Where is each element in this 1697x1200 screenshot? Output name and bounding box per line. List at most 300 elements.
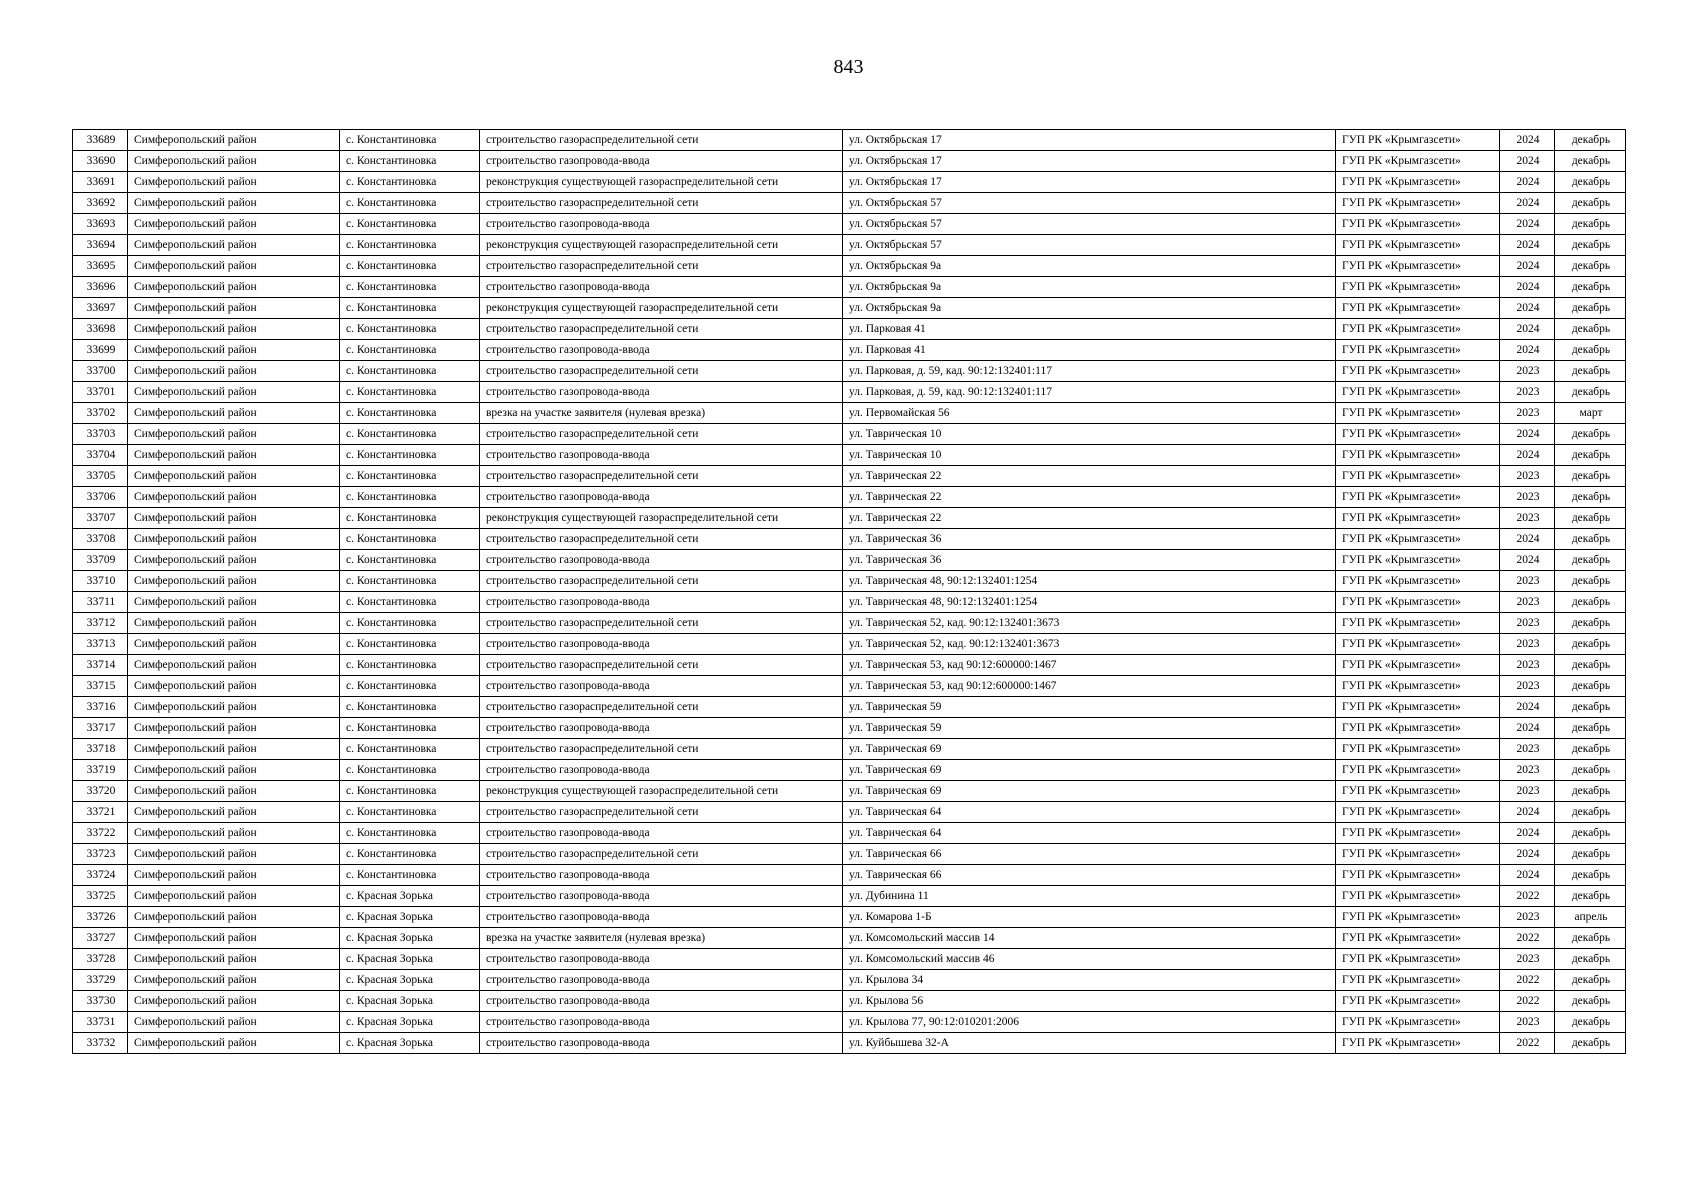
year-cell: 2024 — [1500, 445, 1555, 466]
address-cell: ул. Таврическая 59 — [843, 697, 1336, 718]
year-cell: 2024 — [1500, 802, 1555, 823]
work-type-cell: врезка на участке заявителя (нулевая врезка) — [480, 928, 843, 949]
settlement-cell: с. Константиновка — [340, 193, 480, 214]
district-cell: Симферопольский район — [128, 529, 340, 550]
year-cell: 2024 — [1500, 550, 1555, 571]
work-type-cell: строительство газопровода-ввода — [480, 907, 843, 928]
organization-cell: ГУП РК «Крымгазсети» — [1336, 193, 1500, 214]
year-cell: 2024 — [1500, 718, 1555, 739]
district-cell: Симферопольский район — [128, 1012, 340, 1033]
record-number-cell: 33703 — [73, 424, 128, 445]
month-cell: декабрь — [1555, 970, 1626, 991]
address-cell: ул. Таврическая 36 — [843, 550, 1336, 571]
address-cell: ул. Таврическая 64 — [843, 823, 1336, 844]
settlement-cell: с. Красная Зорька — [340, 970, 480, 991]
record-number-cell: 33724 — [73, 865, 128, 886]
address-cell: ул. Таврическая 22 — [843, 466, 1336, 487]
address-cell: ул. Таврическая 48, 90:12:132401:1254 — [843, 571, 1336, 592]
work-type-cell: реконструкция существующей газораспределительной сети — [480, 508, 843, 529]
month-cell: декабрь — [1555, 466, 1626, 487]
settlement-cell: с. Константиновка — [340, 823, 480, 844]
work-type-cell: строительство газопровода-ввода — [480, 760, 843, 781]
district-cell: Симферопольский район — [128, 361, 340, 382]
organization-cell: ГУП РК «Крымгазсети» — [1336, 823, 1500, 844]
district-cell: Симферопольский район — [128, 382, 340, 403]
address-cell: ул. Октябрьская 57 — [843, 235, 1336, 256]
month-cell: декабрь — [1555, 151, 1626, 172]
district-cell: Симферопольский район — [128, 214, 340, 235]
record-number-cell: 33697 — [73, 298, 128, 319]
record-number-cell: 33726 — [73, 907, 128, 928]
organization-cell: ГУП РК «Крымгазсети» — [1336, 382, 1500, 403]
table-row — [73, 928, 1626, 949]
work-type-cell: строительство газораспределительной сети — [480, 130, 843, 151]
month-cell: апрель — [1555, 907, 1626, 928]
organization-cell: ГУП РК «Крымгазсети» — [1336, 571, 1500, 592]
record-number-cell: 33714 — [73, 655, 128, 676]
work-type-cell: строительство газопровода-ввода — [480, 886, 843, 907]
district-cell: Симферопольский район — [128, 340, 340, 361]
work-type-cell: строительство газопровода-ввода — [480, 445, 843, 466]
organization-cell: ГУП РК «Крымгазсети» — [1336, 844, 1500, 865]
district-cell: Симферопольский район — [128, 949, 340, 970]
record-number-cell: 33722 — [73, 823, 128, 844]
address-cell: ул. Куйбышева 32-А — [843, 1033, 1336, 1054]
settlement-cell: с. Константиновка — [340, 592, 480, 613]
work-type-cell: строительство газораспределительной сети — [480, 739, 843, 760]
settlement-cell: с. Константиновка — [340, 571, 480, 592]
organization-cell: ГУП РК «Крымгазсети» — [1336, 907, 1500, 928]
record-number-cell: 33731 — [73, 1012, 128, 1033]
address-cell: ул. Таврическая 69 — [843, 781, 1336, 802]
month-cell: март — [1555, 403, 1626, 424]
organization-cell: ГУП РК «Крымгазсети» — [1336, 613, 1500, 634]
year-cell: 2023 — [1500, 1012, 1555, 1033]
district-cell: Симферопольский район — [128, 676, 340, 697]
work-type-cell: строительство газораспределительной сети — [480, 319, 843, 340]
record-number-cell: 33711 — [73, 592, 128, 613]
table-row — [73, 697, 1626, 718]
settlement-cell: с. Константиновка — [340, 214, 480, 235]
district-cell: Симферопольский район — [128, 277, 340, 298]
organization-cell: ГУП РК «Крымгазсети» — [1336, 172, 1500, 193]
settlement-cell: с. Константиновка — [340, 739, 480, 760]
record-number-cell: 33728 — [73, 949, 128, 970]
work-type-cell: реконструкция существующей газораспределительной сети — [480, 298, 843, 319]
month-cell: декабрь — [1555, 676, 1626, 697]
record-number-cell: 33708 — [73, 529, 128, 550]
settlement-cell: с. Красная Зорька — [340, 907, 480, 928]
work-type-cell: строительство газопровода-ввода — [480, 970, 843, 991]
address-cell: ул. Парковая 41 — [843, 340, 1336, 361]
organization-cell: ГУП РК «Крымгазсети» — [1336, 592, 1500, 613]
table-row — [73, 550, 1626, 571]
month-cell: декабрь — [1555, 802, 1626, 823]
settlement-cell: с. Константиновка — [340, 487, 480, 508]
work-type-cell: строительство газопровода-ввода — [480, 214, 843, 235]
settlement-cell: с. Константиновка — [340, 130, 480, 151]
address-cell: ул. Таврическая 66 — [843, 844, 1336, 865]
address-cell: ул. Комарова 1-Б — [843, 907, 1336, 928]
month-cell: декабрь — [1555, 529, 1626, 550]
settlement-cell: с. Константиновка — [340, 550, 480, 571]
district-cell: Симферопольский район — [128, 634, 340, 655]
address-cell: ул. Октябрьская 17 — [843, 151, 1336, 172]
work-type-cell: строительство газопровода-ввода — [480, 340, 843, 361]
settlement-cell: с. Константиновка — [340, 466, 480, 487]
year-cell: 2024 — [1500, 151, 1555, 172]
work-type-cell: строительство газопровода-ввода — [480, 1012, 843, 1033]
organization-cell: ГУП РК «Крымгазсети» — [1336, 298, 1500, 319]
district-cell: Симферопольский район — [128, 823, 340, 844]
record-number-cell: 33712 — [73, 613, 128, 634]
settlement-cell: с. Красная Зорька — [340, 928, 480, 949]
address-cell: ул. Крылова 77, 90:12:010201:2006 — [843, 1012, 1336, 1033]
settlement-cell: с. Красная Зорька — [340, 949, 480, 970]
settlement-cell: с. Константиновка — [340, 445, 480, 466]
work-type-cell: строительство газораспределительной сети — [480, 844, 843, 865]
year-cell: 2023 — [1500, 739, 1555, 760]
address-cell: ул. Октябрьская 9а — [843, 256, 1336, 277]
address-cell: ул. Крылова 56 — [843, 991, 1336, 1012]
record-number-cell: 33695 — [73, 256, 128, 277]
district-cell: Симферопольский район — [128, 256, 340, 277]
month-cell: декабрь — [1555, 445, 1626, 466]
settlement-cell: с. Константиновка — [340, 235, 480, 256]
record-number-cell: 33690 — [73, 151, 128, 172]
page-number: 843 — [833, 56, 864, 78]
table-row — [73, 424, 1626, 445]
district-cell: Симферопольский район — [128, 172, 340, 193]
organization-cell: ГУП РК «Крымгазсети» — [1336, 1012, 1500, 1033]
address-cell: ул. Таврическая 69 — [843, 760, 1336, 781]
year-cell: 2023 — [1500, 949, 1555, 970]
address-cell: ул. Таврическая 64 — [843, 802, 1336, 823]
district-cell: Симферопольский район — [128, 298, 340, 319]
organization-cell: ГУП РК «Крымгазсети» — [1336, 865, 1500, 886]
table-row — [73, 445, 1626, 466]
month-cell: декабрь — [1555, 298, 1626, 319]
address-cell: ул. Октябрьская 57 — [843, 193, 1336, 214]
organization-cell: ГУП РК «Крымгазсети» — [1336, 550, 1500, 571]
settlement-cell: с. Константиновка — [340, 298, 480, 319]
year-cell: 2023 — [1500, 487, 1555, 508]
month-cell: декабрь — [1555, 382, 1626, 403]
settlement-cell: с. Константиновка — [340, 844, 480, 865]
year-cell: 2022 — [1500, 928, 1555, 949]
month-cell: декабрь — [1555, 739, 1626, 760]
month-cell: декабрь — [1555, 235, 1626, 256]
year-cell: 2024 — [1500, 529, 1555, 550]
district-cell: Симферопольский район — [128, 613, 340, 634]
year-cell: 2023 — [1500, 907, 1555, 928]
table-row — [73, 361, 1626, 382]
year-cell: 2022 — [1500, 991, 1555, 1012]
district-cell: Симферопольский район — [128, 697, 340, 718]
settlement-cell: с. Константиновка — [340, 424, 480, 445]
month-cell: декабрь — [1555, 550, 1626, 571]
record-number-cell: 33721 — [73, 802, 128, 823]
table-row — [73, 130, 1626, 151]
year-cell: 2024 — [1500, 172, 1555, 193]
address-cell: ул. Комсомольский массив 14 — [843, 928, 1336, 949]
address-cell: ул. Парковая, д. 59, кад. 90:12:132401:117 — [843, 382, 1336, 403]
district-cell: Симферопольский район — [128, 571, 340, 592]
settlement-cell: с. Красная Зорька — [340, 991, 480, 1012]
work-type-cell: строительство газораспределительной сети — [480, 424, 843, 445]
year-cell: 2022 — [1500, 886, 1555, 907]
year-cell: 2024 — [1500, 697, 1555, 718]
work-type-cell: строительство газопровода-ввода — [480, 823, 843, 844]
year-cell: 2023 — [1500, 361, 1555, 382]
table-row — [73, 214, 1626, 235]
organization-cell: ГУП РК «Крымгазсети» — [1336, 970, 1500, 991]
year-cell: 2024 — [1500, 340, 1555, 361]
organization-cell: ГУП РК «Крымгазсети» — [1336, 214, 1500, 235]
record-number-cell: 33718 — [73, 739, 128, 760]
organization-cell: ГУП РК «Крымгазсети» — [1336, 634, 1500, 655]
record-number-cell: 33700 — [73, 361, 128, 382]
record-number-cell: 33692 — [73, 193, 128, 214]
district-cell: Симферопольский район — [128, 487, 340, 508]
address-cell: ул. Таврическая 10 — [843, 424, 1336, 445]
registry-body — [73, 130, 1626, 1054]
work-type-cell: строительство газопровода-ввода — [480, 949, 843, 970]
organization-cell: ГУП РК «Крымгазсети» — [1336, 403, 1500, 424]
address-cell: ул. Крылова 34 — [843, 970, 1336, 991]
table-row — [73, 802, 1626, 823]
table-row — [73, 382, 1626, 403]
address-cell: ул. Таврическая 36 — [843, 529, 1336, 550]
organization-cell: ГУП РК «Крымгазсети» — [1336, 949, 1500, 970]
district-cell: Симферопольский район — [128, 445, 340, 466]
district-cell: Симферопольский район — [128, 886, 340, 907]
record-number-cell: 33732 — [73, 1033, 128, 1054]
year-cell: 2024 — [1500, 298, 1555, 319]
month-cell: декабрь — [1555, 130, 1626, 151]
district-cell: Симферопольский район — [128, 802, 340, 823]
settlement-cell: с. Константиновка — [340, 529, 480, 550]
record-number-cell: 33691 — [73, 172, 128, 193]
month-cell: декабрь — [1555, 319, 1626, 340]
month-cell: декабрь — [1555, 340, 1626, 361]
table-row — [73, 277, 1626, 298]
organization-cell: ГУП РК «Крымгазсети» — [1336, 781, 1500, 802]
table-row — [73, 193, 1626, 214]
work-type-cell: строительство газопровода-ввода — [480, 991, 843, 1012]
organization-cell: ГУП РК «Крымгазсети» — [1336, 319, 1500, 340]
table-row — [73, 403, 1626, 424]
record-number-cell: 33725 — [73, 886, 128, 907]
organization-cell: ГУП РК «Крымгазсети» — [1336, 508, 1500, 529]
settlement-cell: с. Константиновка — [340, 697, 480, 718]
year-cell: 2024 — [1500, 844, 1555, 865]
month-cell: декабрь — [1555, 193, 1626, 214]
work-type-cell: строительство газораспределительной сети — [480, 613, 843, 634]
month-cell: декабрь — [1555, 1012, 1626, 1033]
address-cell: ул. Дубинина 11 — [843, 886, 1336, 907]
organization-cell: ГУП РК «Крымгазсети» — [1336, 424, 1500, 445]
work-type-cell: строительство газораспределительной сети — [480, 655, 843, 676]
organization-cell: ГУП РК «Крымгазсети» — [1336, 487, 1500, 508]
year-cell: 2024 — [1500, 256, 1555, 277]
address-cell: ул. Таврическая 10 — [843, 445, 1336, 466]
settlement-cell: с. Константиновка — [340, 277, 480, 298]
table-row — [73, 781, 1626, 802]
organization-cell: ГУП РК «Крымгазсети» — [1336, 676, 1500, 697]
settlement-cell: с. Константиновка — [340, 781, 480, 802]
organization-cell: ГУП РК «Крымгазсети» — [1336, 361, 1500, 382]
table-row — [73, 634, 1626, 655]
work-type-cell: строительство газопровода-ввода — [480, 634, 843, 655]
table-row — [73, 319, 1626, 340]
record-number-cell: 33727 — [73, 928, 128, 949]
month-cell: декабрь — [1555, 865, 1626, 886]
month-cell: декабрь — [1555, 487, 1626, 508]
organization-cell: ГУП РК «Крымгазсети» — [1336, 151, 1500, 172]
district-cell: Симферопольский район — [128, 424, 340, 445]
organization-cell: ГУП РК «Крымгазсети» — [1336, 760, 1500, 781]
organization-cell: ГУП РК «Крымгазсети» — [1336, 718, 1500, 739]
record-number-cell: 33705 — [73, 466, 128, 487]
address-cell: ул. Первомайская 56 — [843, 403, 1336, 424]
work-type-cell: строительство газопровода-ввода — [480, 487, 843, 508]
settlement-cell: с. Константиновка — [340, 508, 480, 529]
month-cell: декабрь — [1555, 991, 1626, 1012]
month-cell: декабрь — [1555, 697, 1626, 718]
table-row — [73, 907, 1626, 928]
district-cell: Симферопольский район — [128, 928, 340, 949]
address-cell: ул. Таврическая 22 — [843, 487, 1336, 508]
organization-cell: ГУП РК «Крымгазсети» — [1336, 130, 1500, 151]
district-cell: Симферопольский район — [128, 193, 340, 214]
registry-table — [72, 129, 1626, 1054]
district-cell: Симферопольский район — [128, 991, 340, 1012]
district-cell: Симферопольский район — [128, 403, 340, 424]
settlement-cell: с. Константиновка — [340, 802, 480, 823]
district-cell: Симферопольский район — [128, 130, 340, 151]
work-type-cell: строительство газораспределительной сети — [480, 802, 843, 823]
year-cell: 2023 — [1500, 676, 1555, 697]
settlement-cell: с. Красная Зорька — [340, 1012, 480, 1033]
record-number-cell: 33723 — [73, 844, 128, 865]
settlement-cell: с. Константиновка — [340, 655, 480, 676]
address-cell: ул. Таврическая 69 — [843, 739, 1336, 760]
year-cell: 2023 — [1500, 466, 1555, 487]
month-cell: декабрь — [1555, 949, 1626, 970]
table-row — [73, 151, 1626, 172]
organization-cell: ГУП РК «Крымгазсети» — [1336, 886, 1500, 907]
year-cell: 2024 — [1500, 865, 1555, 886]
table-row — [73, 949, 1626, 970]
table-row — [73, 487, 1626, 508]
work-type-cell: строительство газораспределительной сети — [480, 529, 843, 550]
table-row — [73, 823, 1626, 844]
organization-cell: ГУП РК «Крымгазсети» — [1336, 529, 1500, 550]
settlement-cell: с. Константиновка — [340, 172, 480, 193]
year-cell: 2023 — [1500, 655, 1555, 676]
work-type-cell: реконструкция существующей газораспределительной сети — [480, 172, 843, 193]
table-row — [73, 466, 1626, 487]
year-cell: 2022 — [1500, 1033, 1555, 1054]
record-number-cell: 33717 — [73, 718, 128, 739]
record-number-cell: 33719 — [73, 760, 128, 781]
work-type-cell: строительство газораспределительной сети — [480, 466, 843, 487]
district-cell: Симферопольский район — [128, 907, 340, 928]
month-cell: декабрь — [1555, 886, 1626, 907]
month-cell: декабрь — [1555, 571, 1626, 592]
work-type-cell: строительство газораспределительной сети — [480, 697, 843, 718]
address-cell: ул. Таврическая 48, 90:12:132401:1254 — [843, 592, 1336, 613]
address-cell: ул. Комсомольский массив 46 — [843, 949, 1336, 970]
work-type-cell: строительство газопровода-ввода — [480, 865, 843, 886]
record-number-cell: 33715 — [73, 676, 128, 697]
table-row — [73, 970, 1626, 991]
district-cell: Симферопольский район — [128, 970, 340, 991]
address-cell: ул. Таврическая 59 — [843, 718, 1336, 739]
year-cell: 2024 — [1500, 424, 1555, 445]
table-row — [73, 865, 1626, 886]
organization-cell: ГУП РК «Крымгазсети» — [1336, 802, 1500, 823]
year-cell: 2023 — [1500, 403, 1555, 424]
address-cell: ул. Таврическая 52, кад. 90:12:132401:3673 — [843, 634, 1336, 655]
year-cell: 2023 — [1500, 382, 1555, 403]
month-cell: декабрь — [1555, 214, 1626, 235]
district-cell: Симферопольский район — [128, 781, 340, 802]
table-row — [73, 172, 1626, 193]
year-cell: 2024 — [1500, 235, 1555, 256]
record-number-cell: 33713 — [73, 634, 128, 655]
district-cell: Симферопольский район — [128, 718, 340, 739]
settlement-cell: с. Константиновка — [340, 865, 480, 886]
year-cell: 2023 — [1500, 592, 1555, 613]
table-row — [73, 613, 1626, 634]
record-number-cell: 33720 — [73, 781, 128, 802]
record-number-cell: 33701 — [73, 382, 128, 403]
record-number-cell: 33707 — [73, 508, 128, 529]
organization-cell: ГУП РК «Крымгазсети» — [1336, 256, 1500, 277]
district-cell: Симферопольский район — [128, 151, 340, 172]
address-cell: ул. Октябрьская 9а — [843, 277, 1336, 298]
record-number-cell: 33706 — [73, 487, 128, 508]
record-number-cell: 33716 — [73, 697, 128, 718]
month-cell: декабрь — [1555, 781, 1626, 802]
month-cell: декабрь — [1555, 424, 1626, 445]
settlement-cell: с. Константиновка — [340, 382, 480, 403]
month-cell: декабрь — [1555, 172, 1626, 193]
district-cell: Симферопольский район — [128, 865, 340, 886]
table-row — [73, 1012, 1626, 1033]
year-cell: 2024 — [1500, 130, 1555, 151]
table-row — [73, 760, 1626, 781]
settlement-cell: с. Константиновка — [340, 760, 480, 781]
record-number-cell: 33689 — [73, 130, 128, 151]
organization-cell: ГУП РК «Крымгазсети» — [1336, 739, 1500, 760]
work-type-cell: реконструкция существующей газораспределительной сети — [480, 235, 843, 256]
work-type-cell: строительство газопровода-ввода — [480, 1033, 843, 1054]
address-cell: ул. Октябрьская 57 — [843, 214, 1336, 235]
year-cell: 2024 — [1500, 823, 1555, 844]
district-cell: Симферопольский район — [128, 739, 340, 760]
settlement-cell: с. Константиновка — [340, 319, 480, 340]
address-cell: ул. Таврическая 53, кад 90:12:600000:1467 — [843, 655, 1336, 676]
table-row — [73, 1033, 1626, 1054]
work-type-cell: строительство газопровода-ввода — [480, 550, 843, 571]
record-number-cell: 33730 — [73, 991, 128, 1012]
organization-cell: ГУП РК «Крымгазсети» — [1336, 1033, 1500, 1054]
organization-cell: ГУП РК «Крымгазсети» — [1336, 991, 1500, 1012]
record-number-cell: 33699 — [73, 340, 128, 361]
